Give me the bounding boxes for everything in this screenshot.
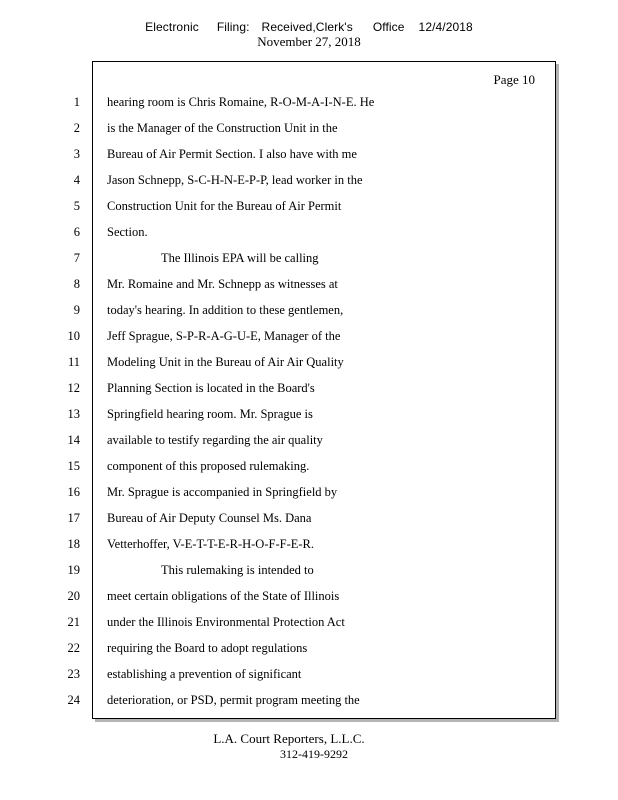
court-reporter-phone: 312-419-9292 (280, 747, 348, 761)
transcript-line: is the Manager of the Construction Unit in the (107, 121, 338, 135)
transcript-line: deterioration, or PSD, permit program meeting the (107, 693, 360, 707)
transcript-line: Bureau of Air Permit Section. I also have with me (107, 147, 357, 161)
transcript-line: Modeling Unit in the Bureau of Air Air Quality (107, 355, 344, 369)
transcript-line: available to testify regarding the air quality (107, 433, 323, 447)
line-number: 24 (67, 693, 80, 707)
document-date: November 27, 2018 (257, 34, 361, 49)
filing-label-office: Office (372, 20, 405, 34)
line-number: 12 (67, 381, 80, 395)
transcript-line: Springfield hearing room. Mr. Sprague is (107, 407, 313, 421)
line-number-column (58, 94, 80, 718)
line-number: 4 (73, 173, 80, 187)
line-number: 3 (73, 147, 80, 161)
transcript-text (107, 94, 537, 718)
transcript-line: Planning Section is located in the Board's (107, 381, 315, 395)
filing-label-filing: Filing: (216, 20, 250, 34)
line-number: 1 (73, 95, 80, 109)
transcript-line: Construction Unit for the Bureau of Air Permit (107, 199, 342, 213)
filing-label-received: Received,Clerk's (261, 20, 353, 34)
line-number: 16 (67, 485, 80, 499)
transcript-line: Mr. Sprague is accompanied in Springfield by (107, 485, 338, 499)
line-number: 2 (73, 121, 80, 135)
transcript-line: meet certain obligations of the State of Illinois (107, 589, 340, 603)
transcript-line: Mr. Romaine and Mr. Schnepp as witnesses at (107, 277, 338, 291)
transcript-line: component of this proposed rulemaking. (107, 459, 310, 473)
line-number: 7 (73, 251, 80, 265)
line-number: 15 (67, 459, 80, 473)
line-number: 6 (73, 225, 80, 239)
line-number: 10 (67, 329, 80, 343)
transcript-line: under the Illinois Environmental Protection Act (107, 615, 345, 629)
line-number: 17 (67, 511, 80, 525)
line-number: 9 (73, 303, 80, 317)
line-number: 21 (67, 615, 80, 629)
line-number: 20 (67, 589, 80, 603)
electronic-filing-stamp (0, 20, 618, 34)
line-number: 5 (73, 199, 80, 213)
page-number: Page 10 (493, 72, 535, 87)
line-number: 22 (67, 641, 80, 655)
filing-label-electronic: Electronic (145, 20, 199, 34)
transcript-line: hearing room is Chris Romaine, R-O-M-A-I-N-E. He (107, 95, 375, 109)
transcript-line: requiring the Board to adopt regulations (107, 641, 308, 655)
transcript-line: today's hearing. In addition to these gentlemen, (107, 303, 344, 317)
line-number: 11 (67, 355, 80, 369)
court-reporter-name: L.A. Court Reporters, L.L.C. (213, 731, 365, 746)
line-number: 23 (67, 667, 80, 681)
transcript-line: Vetterhoffer, V-E-T-T-E-R-H-O-F-F-E-R. (107, 537, 314, 551)
transcript-line: Section. (107, 225, 148, 239)
filing-stamp-date: 12/4/2018 (418, 20, 473, 34)
transcript-line: Bureau of Air Deputy Counsel Ms. Dana (107, 511, 312, 525)
line-number: 8 (73, 277, 80, 291)
line-number: 19 (67, 563, 80, 577)
line-number: 13 (67, 407, 80, 421)
line-number: 18 (67, 537, 80, 551)
transcript-line: The Illinois EPA will be calling (161, 251, 319, 265)
transcript-line: establishing a prevention of significant (107, 667, 302, 681)
line-number: 14 (67, 433, 80, 447)
transcript-line: Jeff Sprague, S-P-R-A-G-U-E, Manager of the (107, 329, 341, 343)
transcript-line: Jason Schnepp, S-C-H-N-E-P-P, lead worker in the (107, 173, 363, 187)
transcript-line: This rulemaking is intended to (161, 563, 314, 577)
